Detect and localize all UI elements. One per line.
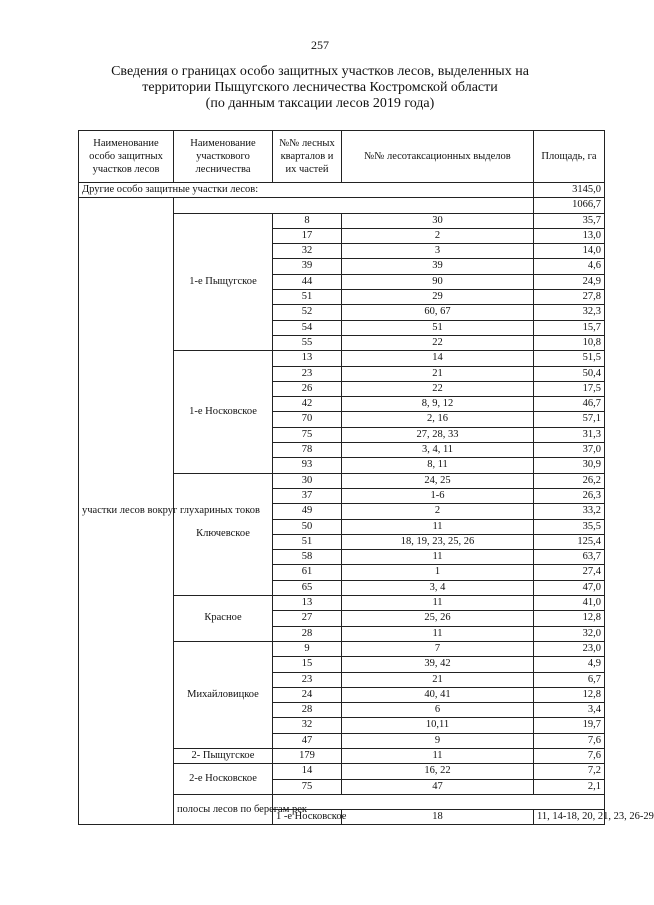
allotment-numbers: 11 [342,748,534,763]
area-value: 26,2 [534,473,605,488]
district-name: 2- Пыщугское [174,748,273,763]
area-value: 32,3 [534,305,605,320]
quarter-number: 52 [273,305,342,320]
area-value: 19,7 [534,718,605,733]
allotment-numbers: 90 [342,274,534,289]
quarter-number: 93 [273,458,342,473]
title-line-2: территории Пыщугского лесничества Костромской области [142,80,498,95]
quarter-number: 32 [273,718,342,733]
area-value: 50,4 [534,366,605,381]
quarter-number: 28 [273,626,342,641]
allotment-numbers: 22 [342,335,534,350]
allotment-numbers: 18, 19, 23, 25, 26 [342,534,534,549]
allotment-numbers: 8, 11 [342,458,534,473]
area-value: 26,3 [534,488,605,503]
quarter-number: 24 [273,687,342,702]
area-value: 14,0 [534,244,605,259]
allotment-numbers: 39, 42 [342,657,534,672]
district-name: 2-е Носковское [174,764,273,795]
allotment-numbers: 11 [342,626,534,641]
area-value: 3,4 [534,703,605,718]
allotment-numbers: 3, 4, 11 [342,443,534,458]
quarter-number: 14 [273,764,342,779]
district-name: Ключевское [174,473,273,595]
area-value: 47,0 [534,580,605,595]
category-subtotal-row [79,198,605,213]
quarter-number: 44 [273,274,342,289]
quarter-number: 61 [273,565,342,580]
allotment-numbers: 30 [342,213,534,228]
quarter-number: 13 [273,596,342,611]
table-body [79,183,654,825]
allotment-numbers: 29 [342,290,534,305]
allotment-numbers: 7 [342,641,534,656]
allotment-numbers: 11 [342,596,534,611]
area-value: 7,2 [534,764,605,779]
area-value: 41,0 [534,596,605,611]
area-value: 32,0 [534,626,605,641]
area-value: 2,1 [534,779,605,794]
allotment-numbers: 2 [342,228,534,243]
area-value: 46,7 [534,397,605,412]
allotment-numbers: 8, 9, 12 [342,397,534,412]
allotment-numbers: 21 [342,672,534,687]
district-name: 1-е Носковское [174,351,273,473]
area-value: 31,3 [534,427,605,442]
quarter-number: 27 [273,611,342,626]
quarter-number: 58 [273,550,342,565]
district-name: 1 -е Носковское [273,810,342,825]
forest-areas-table [78,130,654,825]
quarter-number: 42 [273,397,342,412]
quarter-number: 65 [273,580,342,595]
header-row [79,131,605,183]
allotment-numbers: 27, 28, 33 [342,427,534,442]
allotment-numbers: 24, 25 [342,473,534,488]
allotment-numbers: 11 [342,550,534,565]
quarter-number: 23 [273,366,342,381]
allotment-numbers: 1-6 [342,488,534,503]
allotment-numbers: 40, 41 [342,687,534,702]
quarter-number: 37 [273,488,342,503]
area-value: 24,9 [534,274,605,289]
area-value: 125,4 [534,534,605,549]
quarter-number: 51 [273,534,342,549]
quarter-number: 28 [273,703,342,718]
area-value: 6,7 [534,672,605,687]
quarter-number: 54 [273,320,342,335]
quarter-number: 30 [273,473,342,488]
allotment-numbers: 11, 14-18, 20, 21, 23, 26-29 [534,810,605,825]
quarter-number: 75 [273,427,342,442]
area-value: 57,1 [534,412,605,427]
allotment-numbers: 6 [342,703,534,718]
quarter-number: 39 [273,259,342,274]
allotment-numbers: 10,11 [342,718,534,733]
area-value: 37,0 [534,443,605,458]
area-value: 4,9 [534,657,605,672]
quarter-number: 13 [273,351,342,366]
allotment-numbers: 11 [342,519,534,534]
quarter-number: 8 [273,213,342,228]
area-value: 7,6 [534,733,605,748]
allotment-numbers: 39 [342,259,534,274]
quarter-number: 75 [273,779,342,794]
allotment-numbers: 21 [342,366,534,381]
allotment-numbers: 2, 16 [342,412,534,427]
title-line-1: Сведения о границах особо защитных участков лесов, выделенных на [111,64,529,79]
quarter-number: 26 [273,381,342,396]
area-value: 13,0 [534,228,605,243]
header-quarters: №№ лесных кварталов и их частей [273,131,342,183]
quarter-number: 49 [273,504,342,519]
quarter-number: 18 [342,810,534,825]
area-value: 35,7 [534,213,605,228]
area-value: 33,2 [534,504,605,519]
header-area: Площадь, га [534,131,605,183]
total-label: Другие особо защитные участки лесов: [79,183,534,198]
subtotal-spacer [273,794,605,809]
allotment-numbers: 3, 4 [342,580,534,595]
allotment-numbers: 22 [342,381,534,396]
allotment-numbers: 2 [342,504,534,519]
quarter-number: 15 [273,657,342,672]
allotment-numbers: 25, 26 [342,611,534,626]
header-protective-area: Наименование особо защитных участков лесов [79,131,174,183]
district-name: Михайловицкое [174,641,273,748]
document-title [60,64,580,112]
area-value: 12,8 [534,611,605,626]
allotment-numbers: 60, 67 [342,305,534,320]
area-value: 17,5 [534,381,605,396]
quarter-number: 23 [273,672,342,687]
allotment-numbers: 16, 22 [342,764,534,779]
area-value: 30,9 [534,458,605,473]
total-area: 3145,0 [534,183,605,198]
quarter-number: 78 [273,443,342,458]
allotment-numbers: 9 [342,733,534,748]
quarter-number: 51 [273,290,342,305]
area-value: 7,6 [534,748,605,763]
allotment-numbers: 3 [342,244,534,259]
quarter-number: 17 [273,228,342,243]
quarter-number: 47 [273,733,342,748]
header-allotments: №№ лесотаксационных выделов [342,131,534,183]
table-header [79,131,605,183]
quarter-number: 55 [273,335,342,350]
area-value: 15,7 [534,320,605,335]
header-district-forestry: Наименование участкового лесничества [174,131,273,183]
area-value: 27,8 [534,290,605,305]
quarter-number: 9 [273,641,342,656]
area-value: 51,5 [534,351,605,366]
area-value: 12,8 [534,687,605,702]
quarter-number: 70 [273,412,342,427]
quarter-number: 50 [273,519,342,534]
area-value: 10,8 [534,335,605,350]
area-value: 35,5 [534,519,605,534]
area-value: 27,4 [534,565,605,580]
quarter-number: 32 [273,244,342,259]
category-name: участки лесов вокруг глухариных токов [79,198,174,825]
total-row [79,183,605,198]
district-name: Красное [174,596,273,642]
quarter-number: 179 [273,748,342,763]
subtotal-spacer [174,198,534,213]
title-line-3: (по данным таксации лесов 2019 года) [205,96,435,111]
district-name: 1-е Пыщугское [174,213,273,351]
subtotal-area: 1066,7 [534,198,605,213]
area-value: 63,7 [534,550,605,565]
page-number: 257 [311,38,329,52]
area-value: 4,6 [534,259,605,274]
allotment-numbers: 1 [342,565,534,580]
area-value: 23,0 [534,641,605,656]
category-name: полосы лесов по берегам рек [174,794,273,825]
allotment-numbers: 51 [342,320,534,335]
allotment-numbers: 14 [342,351,534,366]
allotment-numbers: 47 [342,779,534,794]
